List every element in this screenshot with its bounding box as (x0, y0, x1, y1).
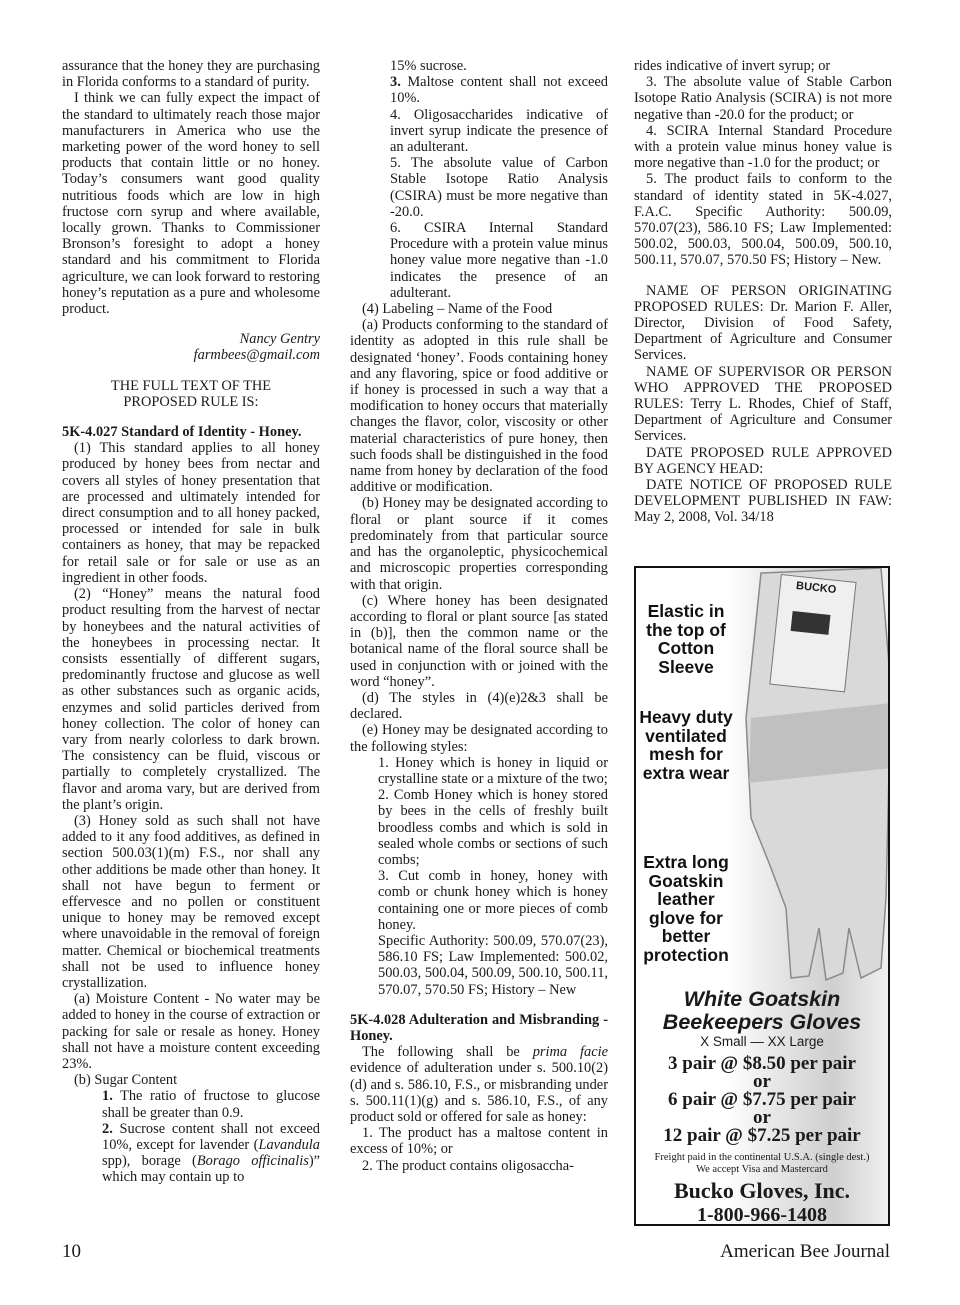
glove-advertisement (634, 566, 890, 1226)
journal-name: American Bee Journal (720, 1241, 890, 1262)
size-range: X Small — XX Large (700, 1034, 824, 1049)
list-item: 3. Cut comb in honey, honey with comb or chunk honey which is honey containing one or more pieces of comb honey. (378, 868, 608, 933)
freight-note: Freight paid in the continental U.S.A. (single dest.) (654, 1152, 870, 1163)
list-item: 3. Maltose content shall not exceed 10%. (390, 74, 608, 107)
paragraph: The following shall be prima facie evidence of adulteration under s. 500.10(2)(d) and s. 586.10, F.S., or misbranding under s. 500.11(1)(g) and s. 586.10, F.S., of any product sold or offered for sale as honey: (350, 1044, 608, 1125)
callout-leather: Extra long Goatskin leather glove for better protection (643, 852, 729, 965)
paragraph: (b) Sugar Content (74, 1072, 178, 1089)
list-item: 5. The absolute value of Carbon Stable Isotope Ratio Analysis (CSIRA) must be more negative than -20.0. (390, 155, 608, 220)
column-3 (634, 58, 892, 526)
brand-label: BUCKO (795, 579, 837, 597)
paragraph: 1. The product has a maltose content in excess of 10%; or (350, 1125, 608, 1158)
column-1 (62, 58, 320, 1186)
paragraph: 3. The absolute value of Stable Carbon Isotope Ratio Analysis (SCIRA) is not more negative than -20.0 for the product; or (634, 74, 892, 123)
authority-citation: Specific Authority: 500.09, 570.07(23), 586.10 FS; Law Implemented: 500.02, 500.03, 500.04, 500.09, 500.10, 500.11, 570.07, 570.50 FS; History – New (378, 932, 608, 998)
rule-heading: 5K-4.027 Standard of Identity - Honey. (62, 424, 302, 441)
paragraph: DATE NOTICE OF PROPOSED RULE DEVELOPMENT PUBLISHED IN FAW: May 2, 2008, Vol. 34/18 (634, 477, 892, 526)
author-name: Nancy Gentry (239, 331, 320, 348)
list-item: 4. Oligosaccharides indicative of invert syrup indicate the presence of an adulterant. (390, 106, 608, 156)
paragraph: assurance that the honey they are purchasing in Florida conforms to a standard of purity. (62, 58, 320, 91)
paragraph: (a) Products conforming to the standard of identity as adopted in this rule shall be designated ‘honey’. Foods containing honey and any flavoring, spice or food additive or if honey is processed in such a way that a modification to honey occurs that materially changes the flavor, color, viscosity or other material characteristics of pure honey, then such foods shall be distinguished in the food name from honey by declaration of the food additive or modification. (350, 317, 608, 496)
price-line: 6 pair @ $7.75 per pair (668, 1089, 856, 1110)
paragraph: (d) The styles in (4)(e)2&3 shall be declared. (350, 689, 608, 723)
company-name: Bucko Gloves, Inc. (673, 1178, 851, 1203)
column-2 (350, 58, 608, 1174)
paragraph: rides indicative of invert syrup; or (634, 58, 831, 74)
phone-number: 1-800-966-1408 (697, 1204, 827, 1226)
section-heading: THE FULL TEXT OF THE PROPOSED RULE IS: (110, 377, 272, 410)
paragraph: 2. The product contains oligosaccha- (362, 1157, 574, 1174)
paragraph: (b) Honey may be designated according to floral or plant source if it comes predominately from that particular source and has the organoleptic, physicochemical and microscopic properties corresponding with that origin. (350, 495, 608, 593)
paragraph: I think we can fully expect the impact of the standard to ultimately reach those major manufacturers in America who use the marketing power of the word honey to sell products that contain little or no honey. Today’s consumers want good quality nutritious foods which are low in high fructose corn syrup and where available, locally grown. Thanks to Commissioner Bronson’s foresight to adopt a honey standard and his commitment to Florida agriculture, we can look forward to restoring honey’s reputation as a pure and wholesome product. (62, 90, 320, 318)
paragraph: NAME OF SUPERVISOR OR PERSON WHO APPROVED THE PROPOSED RULES: Terry L. Rhodes, Chief of Staff, Department of Agriculture and Consumer Services. (634, 363, 892, 445)
paragraph: NAME OF PERSON ORIGINATING PROPOSED RULES: Dr. Marion F. Aller, Director, Division of Food Safety, Department of Agriculture and Consumer Services. (634, 282, 892, 364)
callout-sleeve: Elastic in the top of Cotton Sleeve (646, 601, 726, 677)
list-item: 1. Honey which is honey in liquid or crystalline state or a mixture of the two; (378, 754, 608, 787)
price-or: or (753, 1071, 771, 1092)
paragraph: DATE PROPOSED RULE APPROVED BY AGENCY HEAD: (634, 444, 892, 477)
glove-illustration (731, 568, 890, 983)
paragraph: 5. The product fails to conform to the standard of identity stated in 5K-4.027, F.A.C. Specific Authority: 500.09, 570.07(23), 586.10 FS; Law Implemented: 500.02, 500.03, 500.04, 500.09, 500.10, 500.11, 570.07, 570.50 FS; History – New. (634, 171, 892, 269)
list-item: 15% sucrose. (390, 58, 467, 74)
price-line: 12 pair @ $7.25 per pair (663, 1125, 861, 1146)
page-number: 10 (62, 1241, 81, 1262)
paragraph: (c) Where honey has been designated according to floral or plant source [as stated in (b)], then the common name or the botanical name of the floral source shall be used in conjunction with or joined with the word “honey”. (350, 592, 608, 690)
list-item: 6. CSIRA Internal Standard Procedure with a protein value minus honey value more negative than -1.0 indicates the presence of an adulterant. (390, 220, 608, 301)
paragraph: (4) Labeling – Name of the Food (362, 301, 553, 318)
list-item: 2. Sucrose content shall not exceed 10%, except for lavender (Lavandula spp), borage (Borago officinalis)” which may contain up to (102, 1120, 320, 1186)
list-item: 1. The ratio of fructose to glucose shall be greater than 0.9. (102, 1088, 320, 1121)
author-email: farmbees@gmail.com (193, 347, 320, 364)
paragraph: 4. SCIRA Internal Standard Procedure with a protein value minus honey value is more negative than -1.0 for the product; or (634, 122, 892, 172)
ad-title: White Goatskin Beekeepers Gloves (662, 987, 862, 1034)
payment-note: We accept Visa and Mastercard (696, 1164, 828, 1175)
list-item: 2. Comb Honey which is honey stored by bees in the cells of freshly built broodless combs and which is sold in sealed whole combs or sections of such combs; (378, 787, 608, 868)
callout-mesh: Heavy duty ventilated mesh for extra wear (639, 707, 733, 783)
price-or: or (753, 1107, 771, 1128)
paragraph: (a) Moisture Content - No water may be added to honey in the course of extraction or packing for sale or resale as honey. Honey shall not have a moisture content exceeding 23%. (62, 991, 320, 1072)
paragraph: (3) Honey sold as such shall not have added to it any food additives, as defined in section 500.03(1)(m) F.S., nor shall any other additions be made other than honey. It shall not have begun to ferment or effervesce and no pollen or constituent unique to honey may be removed except where unavoidable in the removal of foreign matter. Chemical or biochemical treatments shall not be used to influence honey crystallization. (62, 812, 320, 991)
price-line: 3 pair @ $8.50 per pair (668, 1053, 856, 1074)
paragraph: (e) Honey may be designated according to the following styles: (350, 722, 608, 755)
paragraph: (2) “Honey” means the natural food product resulting from the harvest of nectar by honeybees and the natural activities of the honeybees in processing nectar. It consists essentially of different sugars, predominantly fructose and glucose as well as other substances such as organic acids, enzymes and solid particles derived from honey collection. The color of honey can vary from nearly colorless to dark brown. The consistency can be fluid, viscous or partially to completely crystallized. The flavor and aroma vary, but are derived from the plant’s origin. (62, 586, 320, 813)
rule-heading: 5K-4.028 Adulteration and Misbranding - Honey. (350, 1011, 608, 1044)
signature (62, 331, 320, 363)
paragraph: (1) This standard applies to all honey produced by honey bees from nectar and covers all styles of honey presentation that are processed and ultimately intended for direct consumption and to all honey packed, processed or intended for sale in bulk containers as honey, that may be repacked for retail sale or for sale or use as an ingredient in other foods. (62, 440, 320, 586)
